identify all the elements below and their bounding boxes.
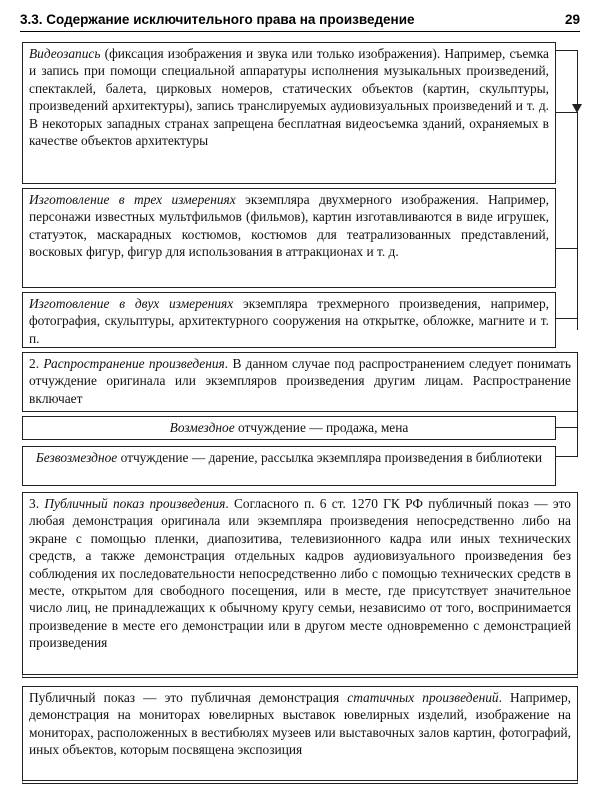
connector-right-lower [577, 112, 578, 330]
connector-top [556, 50, 578, 51]
distribution-number: 2. [29, 356, 44, 371]
static-works-text-before: Публичный показ — это публичная демонстрация [29, 690, 348, 705]
header-divider [20, 31, 580, 32]
video-recording-box [22, 42, 556, 184]
static-works-text-after: . Например, демонстрация на мониторах ювелирных выставок ювелирных изделий, изображение на мониторах, расположенных в вестибюлях музеев или выставочных залов картин, фотографий, иных объектов, которым посвящена экспозиция [29, 690, 571, 758]
two-d-term: Изготовление в двух измерениях [29, 296, 234, 311]
connector-distribution-trunk [577, 412, 578, 456]
three-d-term: Изготовление в трех измерениях [29, 192, 236, 207]
public-show-text: . Согласного п. 6 ст. 1270 ГК РФ публичный показ — это любая демонстрация оригинала или экземпляра произведения непосредственно либо на экране с помощью пленки, диапозитива, телевизионного кадра или иных технических средств, а также демонстрация отдельных кадров аудиовизуального произведения без соблюдения их последовательности непосредственно либо с помощью технических средств в месте, открытом для свободного посещения, или в месте, где присутствует значительное число лиц, не принадлежащих к обычному кругу семьи, независимо от того, воспринимается произведение в месте его демонстрации или в другом месте одновременно с демонстрацией произведения [29, 496, 572, 651]
two-d-box [22, 292, 556, 348]
distribution-term: Распространение произведения [43, 356, 225, 371]
free-alienation-term: Безвозмездное [35, 450, 118, 465]
two-d-text: экземпляра трехмерного произведения, например, фотография, скульптуры, архитектурного сооружения на открытке, обложке, магните и т. п. [29, 296, 550, 346]
distribution-text: . В данном случае под распространением следует понимать отчуждение оригинала или экземпляров произведения другим лицам. Распространение включает [29, 356, 571, 406]
static-works-term: статичных произведений [347, 690, 499, 705]
running-title: 3.3. Содержание исключительного права на произведение [20, 11, 415, 27]
paid-alienation-term: Возмездное [169, 420, 235, 435]
public-show-term: Публичный показ произведения [44, 496, 226, 511]
public-show-number: 3. [29, 496, 45, 511]
video-recording-term: Видеозапись [29, 46, 101, 61]
connector-right-trunk [577, 50, 578, 106]
connector-video-out [556, 112, 578, 113]
connector-3d-out [556, 248, 578, 249]
public-show-box [22, 492, 578, 678]
connector-2d-out [556, 318, 578, 319]
page-header [20, 8, 580, 30]
static-works-box [22, 686, 578, 784]
connector-free-out [556, 456, 578, 457]
distribution-box [22, 352, 578, 412]
paid-alienation-box [22, 416, 556, 440]
connector-paid-out [556, 427, 578, 428]
paid-alienation-text: отчуждение — продажа, мена [234, 420, 409, 435]
free-alienation-text: отчуждение — дарение, рассылка экземпляра произведения в библиотеки [117, 450, 543, 465]
three-d-text: экземпляра двухмерного изображения. Например, персонажи известных мультфильмов (фильмов), картин изготавливаются в виде игрушек, статуэток, маскарадных костюмов, костюмов для театрализованных представлений, восковых фигур, фигур для использования в аттракционах и т. д. [29, 192, 549, 260]
video-recording-text: (фиксация изображения и звука или только изображения). Например, съемка и запись при помощи специальной аппаратуры исполнения музыкальных произведений, спектаклей, балета, цирковых номеров, статических объектов (картин, скульптуры, произведений архитектуры), запись транслируемых аудиовизуальных произведений и т. д. В некоторых западных странах запрещена бесплатная видеосъемка зданий, охраняемых в качестве объектов архитектуры [29, 46, 549, 149]
page-number: 29 [564, 11, 580, 27]
free-alienation-box [22, 446, 556, 486]
three-d-box [22, 188, 556, 288]
